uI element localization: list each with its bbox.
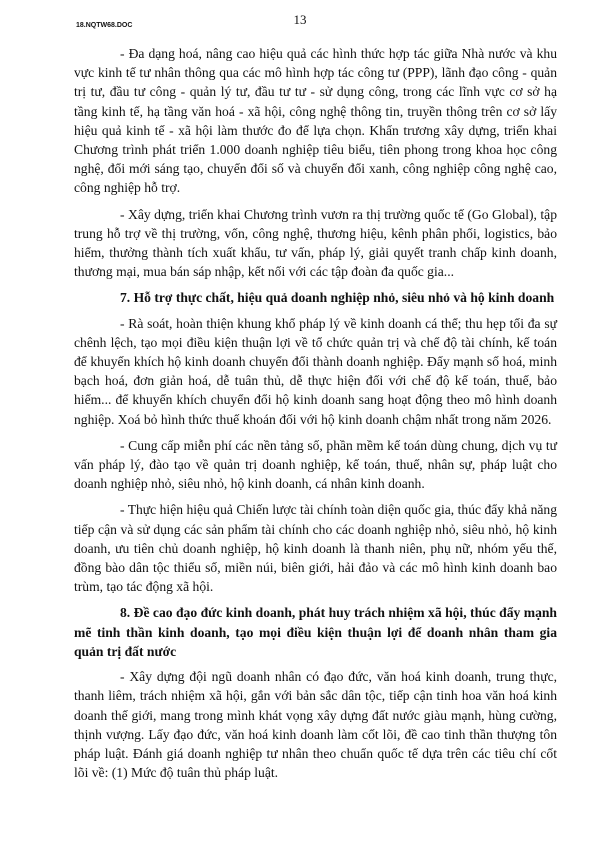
document-body [74,44,557,789]
section-heading-7: 7. Hỗ trợ thực chất, hiệu quả doanh nghiệp nhỏ, siêu nhỏ và hộ kinh doanh [120,290,555,306]
paragraph-free-platforms: - Cung cấp miễn phí các nền tảng số, phần mềm kế toán dùng chung, dịch vụ tư vấn pháp lý, đào tạo về quản trị doanh nghiệp, kế toán, thuế, nhân sự, pháp luật cho doanh nghiệp nhỏ, siêu nhỏ, hộ kinh doanh, cá nhân kinh doanh. [74,437,557,492]
paragraph-business-ethics: - Xây dựng đội ngũ doanh nhân có đạo đức, văn hoá kinh doanh, trung thực, thanh liêm, trách nhiệm xã hội, gắn với bản sắc dân tộc, tiếp cận tinh hoa văn hoá kinh doanh thế giới, mang trong mình khát vọng xây dựng đất nước giàu mạnh, hùng cường, thịnh vượng. Lấy đạo đức, văn hoá kinh doanh làm cốt lõi, đề cao tinh thần thượng tôn pháp luật. Đánh giá doanh nghiệp tư nhân theo chuẩn quốc tế dựa trên các tiêu chí cốt lõi về: (1) Mức độ tuân thủ pháp luật. [74,669,557,781]
paragraph-ppp: - Đa dạng hoá, nâng cao hiệu quả các hình thức hợp tác giữa Nhà nước và khu vực kinh tế tư nhân thông qua các mô hình hợp tác công tư (PPP), lãnh đạo công - quản trị tư, đầu tư công - quản lý tư, đầu tư tư - sử dụng công, trong các lĩnh vực cơ sở hạ tầng kinh tế, hạ tầng văn hoá - xã hội, công nghệ thông tin, truyền thông trên cơ sở lấy hiệu quả kinh tế - xã hội làm thước đo để lựa chọn. Khẩn trương xây dựng, triển khai Chương trình phát triển 1.000 doanh nghiệp tiêu biểu, tiên phong trong khoa học công nghệ, đổi mới sáng tạo, chuyển đổi số và chuyển đổi xanh, công nghiệp công nghệ cao, công nghiệp hỗ trợ. [74,46,557,196]
page-number: 13 [293,12,307,27]
section-heading-8: 8. Đề cao đạo đức kinh doanh, phát huy trách nhiệm xã hội, thúc đẩy mạnh mẽ tinh thần kinh doanh, tạo mọi điều kiện thuận lợi để doanh nhân tham gia quản trị đất nước [74,605,557,659]
paragraph-go-global: - Xây dựng, triển khai Chương trình vươn ra thị trường quốc tế (Go Global), tập trung hỗ trợ về thị trường, vốn, công nghệ, thương hiệu, kênh phân phối, logistics, bảo hiểm, thưởng thành tích xuất khẩu, tư vấn, pháp lý, giải quyết tranh chấp kinh doanh, thương mại, mua bán sáp nhập, kết nối với các tập đoàn đa quốc gia... [74,206,557,280]
paragraph-legal-framework: - Rà soát, hoàn thiện khung khổ pháp lý về kinh doanh cá thể; thu hẹp tối đa sự chênh lệch, tạo mọi điều kiện thuận lợi về tổ chức quản trị và chế độ tài chính, kế toán để khuyến khích hộ kinh doanh chuyển đổi thành doanh nghiệp. Đẩy mạnh số hoá, minh bạch hoá, đơn giản hoá, dễ tuân thủ, dễ thực hiện đối với chế độ kế toán, thuế, bảo hiểm... để khuyến khích chuyển đổi hộ kinh doanh sang hoạt động theo mô hình doanh nghiệp. Xoá bỏ hình thức thuế khoán đối với hộ kinh doanh chậm nhất trong năm 2026. [74,315,557,427]
file-code: 18.NQTW68.DOC [76,22,133,29]
paragraph-financial-inclusion: - Thực hiện hiệu quả Chiến lược tài chính toàn diện quốc gia, thúc đẩy khả năng tiếp cận và sử dụng các sản phẩm tài chính cho các doanh nghiệp nhỏ, siêu nhỏ, hộ kinh doanh, ưu tiên chủ doanh nghiệp, hộ kinh doanh là thanh niên, phụ nữ, nhóm yếu thế, đồng bào dân tộc thiểu số, miền núi, biên giới, hải đảo và các mô hình kinh doanh bao trùm, tạo tác động xã hội. [74,502,557,595]
